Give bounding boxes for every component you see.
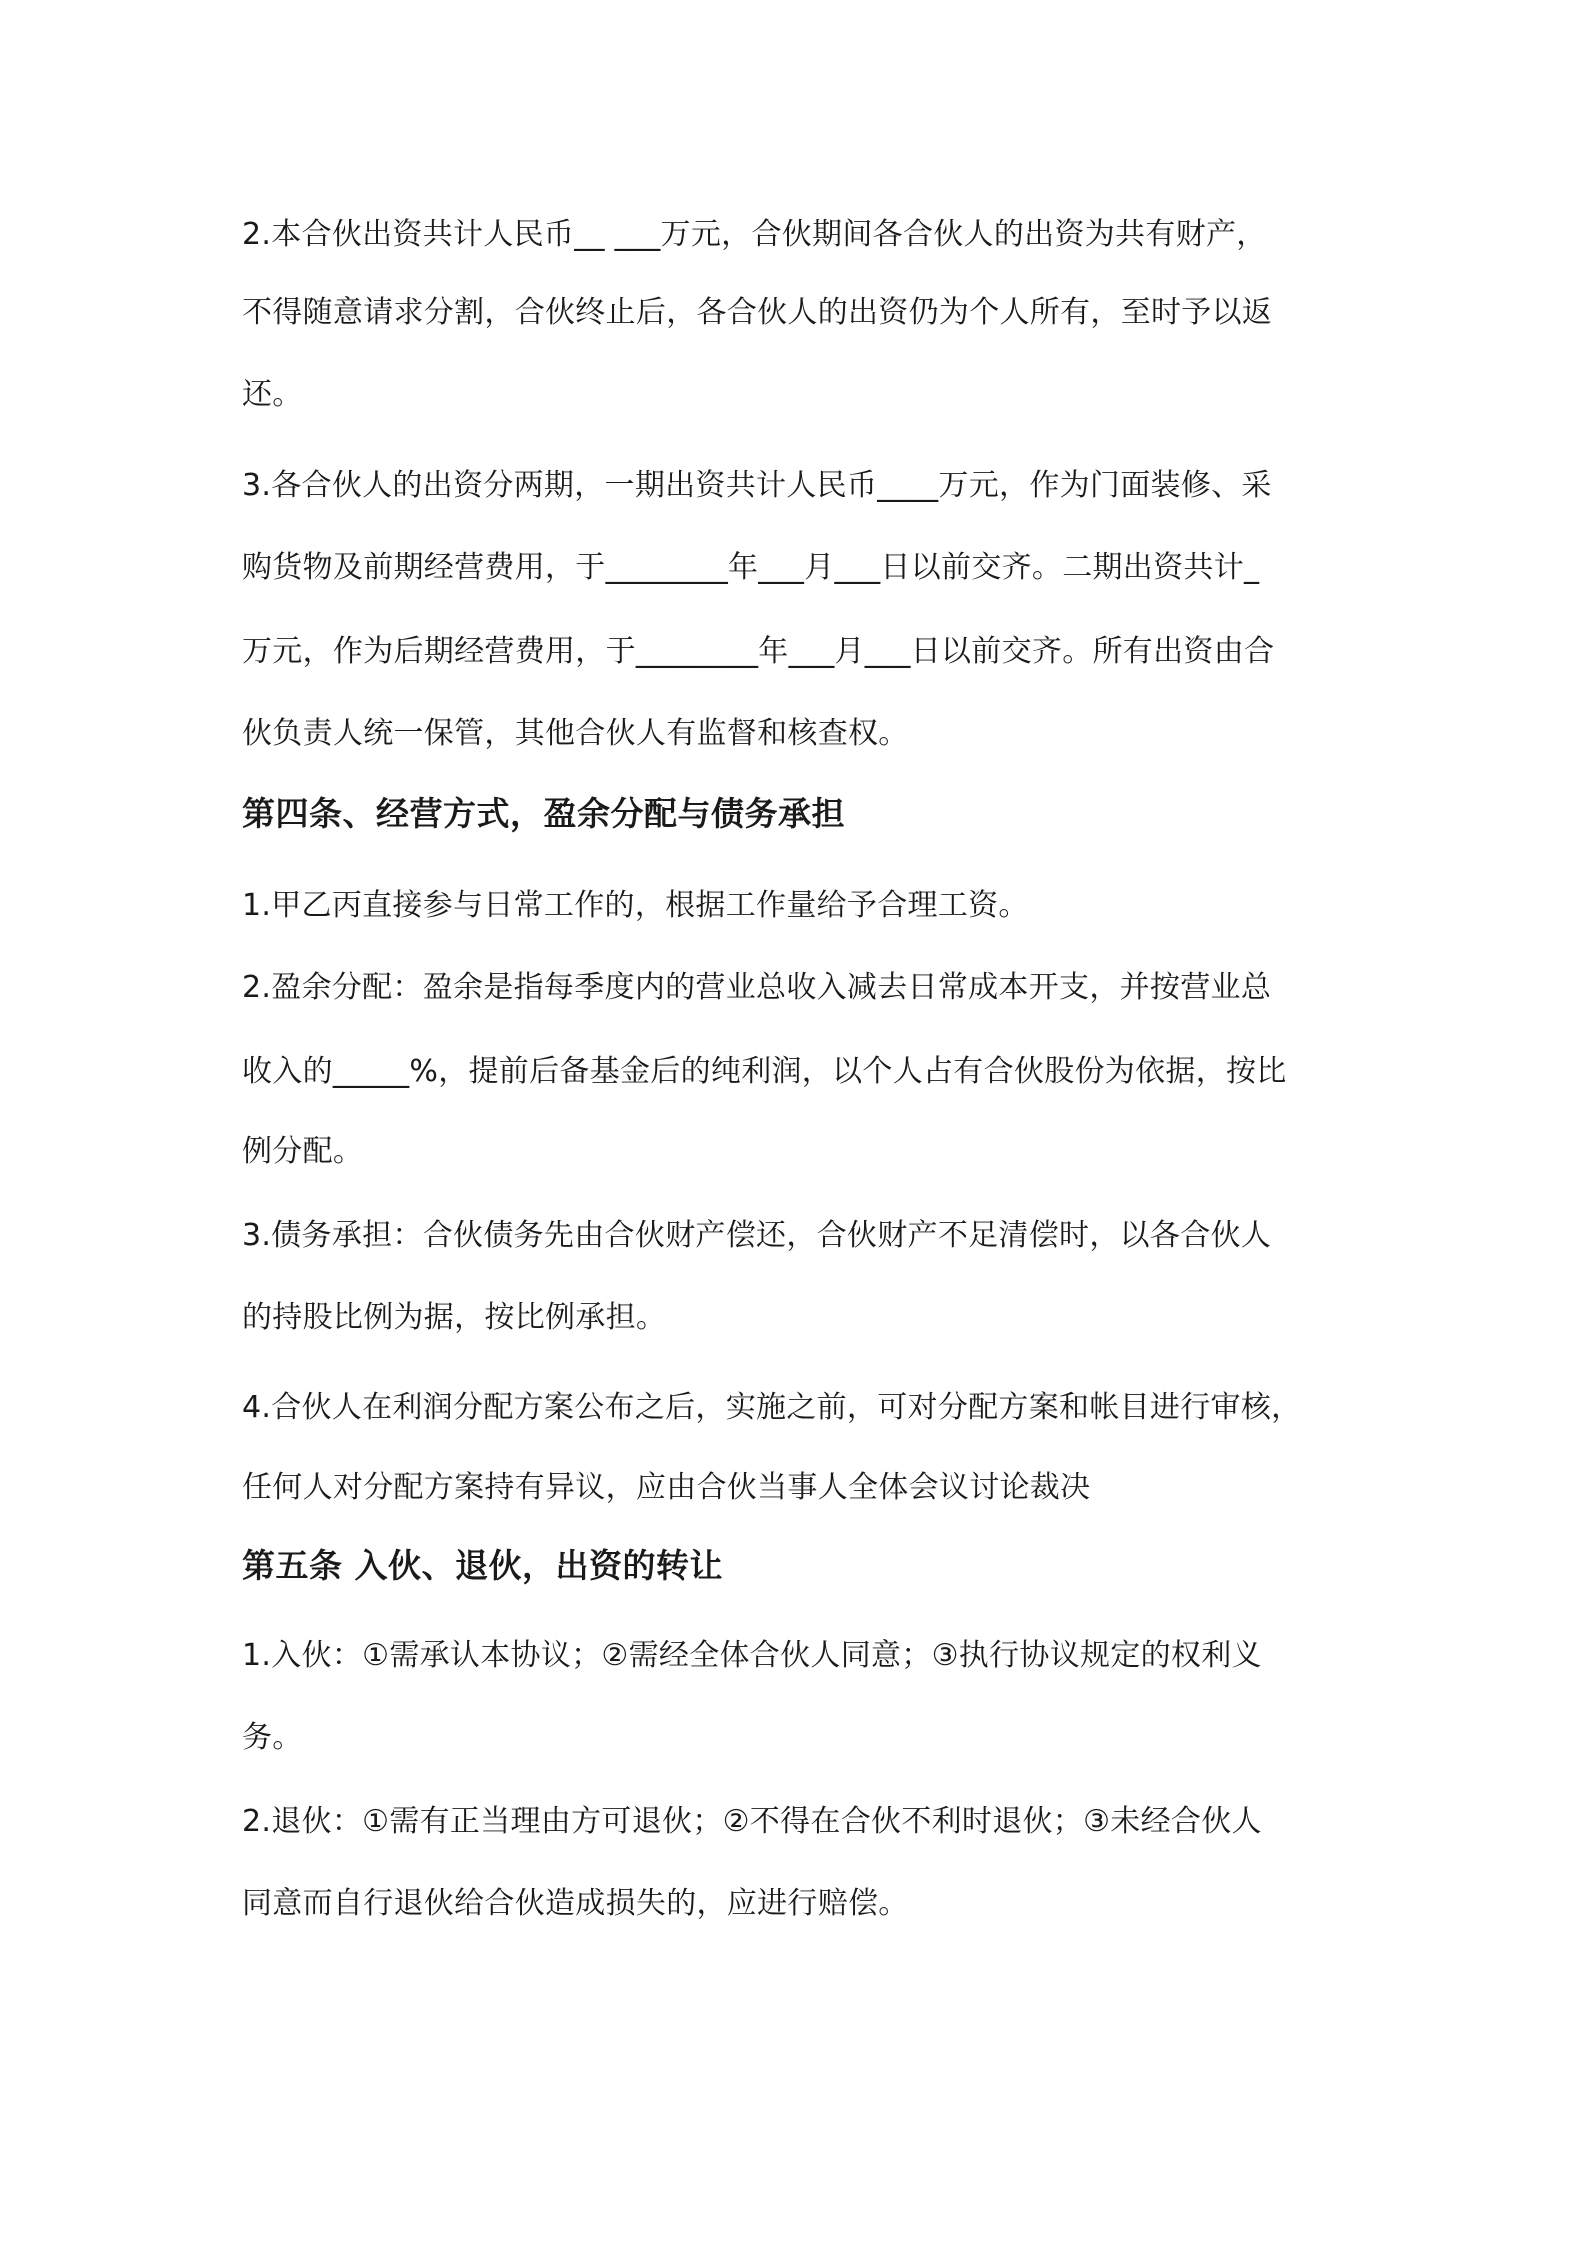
text-line: 务。 <box>242 1720 303 1755</box>
section-heading-5: 第五条 入伙、退伙，出资的转让 <box>242 1546 723 1585</box>
text-line: 伙负责人统一保管，其他合伙人有监督和核查权。 <box>242 716 909 751</box>
text-line: 3.债务承担：合伙债务先由合伙财产偿还，合伙财产不足清偿时，以各合伙人 <box>242 1218 1272 1253</box>
text-line: 2.本合伙出资共计人民币__ ___万元，合伙期间各合伙人的出资为共有财产， <box>242 217 1267 252</box>
text-line: 1.入伙：①需承认本协议；②需经全体合伙人同意；③执行协议规定的权利义 <box>242 1638 1262 1673</box>
section-heading-4: 第四条、经营方式，盈余分配与债务承担 <box>242 794 845 833</box>
text-line: 还。 <box>242 377 303 412</box>
text-line: 4.合伙人在利润分配方案公布之后，实施之前，可对分配方案和帐目进行审核， <box>242 1390 1302 1425</box>
text-line: 例分配。 <box>242 1134 364 1169</box>
text-line: 1.甲乙丙直接参与日常工作的，根据工作量给予合理工资。 <box>242 888 1029 923</box>
text-line: 万元，作为后期经营费用，于________年___月___日以前交齐。所有出资由合 <box>242 634 1275 669</box>
text-line: 不得随意请求分割，合伙终止后，各合伙人的出资仍为个人所有，至时予以返 <box>242 295 1273 330</box>
text-line: 购货物及前期经营费用，于________年___月___日以前交齐。二期出资共计_ <box>242 550 1260 585</box>
text-line: 同意而自行退伙给合伙造成损失的，应进行赔偿。 <box>242 1886 909 1921</box>
text-line: 收入的_____%，提前后备基金后的纯利润，以个人占有合伙股份为依据，按比 <box>242 1054 1287 1089</box>
text-line: 3.各合伙人的出资分两期，一期出资共计人民币____万元，作为门面装修、采 <box>242 468 1272 503</box>
text-line: 的持股比例为据，按比例承担。 <box>242 1300 667 1335</box>
text-line: 2.盈余分配：盈余是指每季度内的营业总收入减去日常成本开支，并按营业总 <box>242 970 1272 1005</box>
text-line: 2.退伙：①需有正当理由方可退伙；②不得在合伙不利时退伙；③未经合伙人 <box>242 1804 1262 1839</box>
text-line: 任何人对分配方案持有异议，应由合伙当事人全体会议讨论裁决 <box>242 1470 1091 1505</box>
